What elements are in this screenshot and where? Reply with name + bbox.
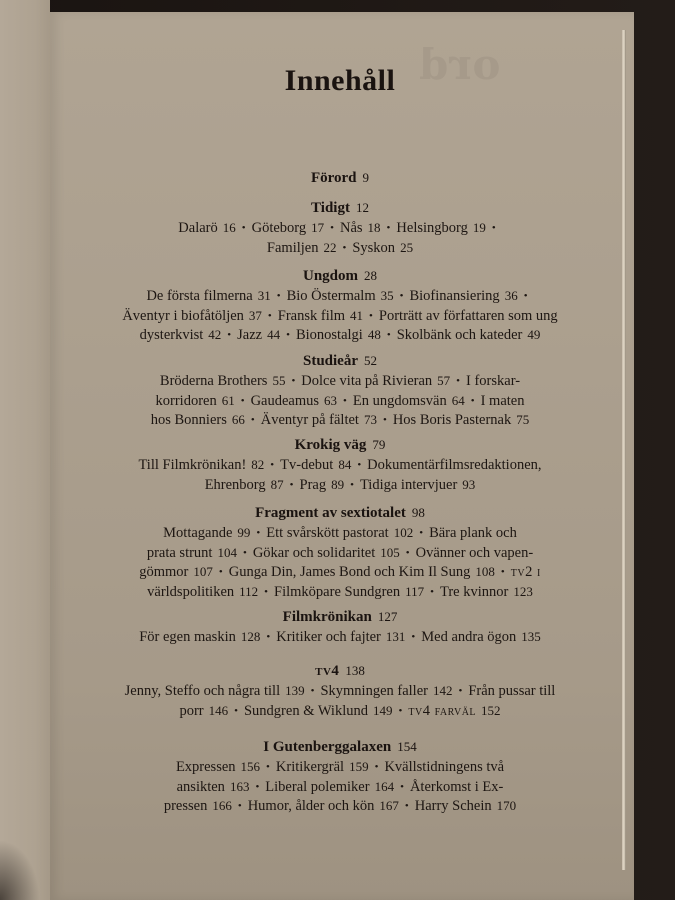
bullet-separator: •: [267, 309, 272, 322]
entry-line: [110, 524, 570, 544]
entry-title: En ungdomsvän: [352, 392, 447, 409]
entry-title: Gökar och solidaritet: [252, 544, 376, 561]
entry-title: Prag: [299, 476, 327, 493]
toc-entry: [340, 220, 381, 236]
entry-page-number: 66: [231, 412, 245, 427]
entry-page-number: 63: [324, 392, 338, 408]
section-page-number: 9: [362, 170, 370, 185]
entry-page-number: 44: [267, 327, 281, 342]
entry-page-number: 164: [374, 778, 395, 794]
bullet-separator: •: [411, 631, 416, 643]
entry-line: [110, 287, 570, 307]
entry-title: pressen: [163, 798, 208, 814]
toc-entry: [125, 683, 305, 699]
section-heading: [110, 198, 570, 218]
toc-entry: [237, 327, 280, 343]
entry-page-number: 48: [367, 327, 381, 342]
toc-entry: [140, 327, 222, 343]
section-entries: [110, 456, 570, 495]
entry-page-number: 99: [237, 525, 251, 540]
entry-title: Göteborg: [251, 220, 307, 236]
section-title: Tidigt: [311, 200, 350, 216]
entry-page-number: 82: [251, 457, 265, 472]
entry-page-number: 25: [400, 239, 414, 255]
toc-entry: [147, 584, 258, 600]
toc-entry: [410, 779, 503, 795]
entry-title: Kvällstidningens två: [384, 759, 505, 775]
bullet-separator: •: [386, 329, 391, 341]
toc-entry: [178, 220, 235, 236]
entry-title: Porträtt av författaren som ung: [378, 307, 558, 324]
entry-line: [110, 392, 570, 412]
entry-page-number: 61: [221, 392, 235, 408]
toc-entry: [415, 798, 516, 814]
toc-section: [110, 503, 570, 602]
entry-page-number: 139: [285, 683, 305, 698]
entry-title: Ett svårskött pastorat: [266, 525, 389, 541]
bleed-through-text: ord: [418, 40, 501, 89]
bullet-separator: •: [491, 222, 496, 234]
entry-page-number: 73: [363, 412, 377, 427]
bullet-separator: •: [270, 459, 275, 471]
entry-line: [110, 326, 570, 346]
section-page-number: 98: [411, 505, 425, 520]
section-entries: [110, 682, 570, 721]
entry-title: Fransk film: [277, 307, 346, 324]
entry-title: världspolitiken: [147, 583, 235, 600]
toc-entry: [296, 327, 381, 343]
entry-page-number: 49: [527, 327, 541, 342]
entry-title: tv2 i: [510, 564, 541, 580]
entry-title: Ovänner och vapen-: [415, 544, 534, 561]
entry-page-number: 159: [349, 759, 369, 774]
section-title: Studieår: [302, 353, 358, 369]
entry-page-number: 18: [367, 220, 381, 235]
bullet-separator: •: [218, 566, 223, 578]
entry-title: Återkomst i Ex-: [409, 778, 504, 795]
entry-title: Harry Schein: [414, 798, 492, 814]
entry-page-number: 16: [222, 220, 236, 235]
toc-section: [110, 435, 570, 495]
bullet-separator: •: [234, 704, 238, 717]
toc-entry: [253, 545, 400, 561]
entry-title: Från pussar till: [468, 683, 556, 699]
entry-page-number: 131: [385, 629, 406, 644]
section-title: Filmkrönikan: [282, 609, 372, 625]
entry-line: [110, 682, 570, 702]
entry-line: [110, 583, 570, 603]
page-title: Innehåll: [284, 64, 396, 97]
section-heading: [110, 503, 570, 523]
bullet-separator: •: [350, 478, 354, 491]
bullet-separator: •: [330, 222, 334, 234]
toc-entry: [280, 457, 351, 473]
entry-title: dysterkvist: [139, 327, 204, 343]
entry-title: Mottagande: [163, 525, 233, 541]
bullet-separator: •: [310, 685, 315, 697]
entry-title: Humor, ålder och kön: [247, 798, 375, 814]
entry-title: korridoren: [155, 392, 217, 409]
bullet-separator: •: [500, 566, 505, 578]
toc-section: [110, 607, 570, 648]
toc-entry: [287, 288, 394, 304]
entry-page-number: 156: [240, 759, 261, 774]
entry-page-number: 142: [432, 683, 453, 698]
section-title: Förord: [310, 170, 357, 186]
entry-line: [110, 797, 570, 817]
bullet-separator: •: [369, 309, 373, 322]
section-page-number: 154: [397, 739, 417, 754]
bullet-separator: •: [386, 222, 391, 234]
bullet-separator: •: [241, 222, 246, 234]
entry-title: Filmköpare Sundgren: [274, 583, 401, 600]
toc-section: [110, 266, 570, 346]
bullet-separator: •: [266, 631, 271, 643]
entry-title: Bröderna Brothers: [159, 373, 268, 389]
entry-page-number: 22: [323, 239, 337, 255]
entry-title: De första filmerna: [146, 288, 253, 304]
section-title: Ungdom: [302, 268, 358, 284]
entry-title: Tv-debut: [280, 457, 334, 473]
bullet-separator: •: [255, 780, 260, 793]
page-edge-highlight: [622, 30, 626, 870]
corner-shadow: [0, 840, 40, 900]
entry-title: Jenny, Steffo och några till: [124, 683, 281, 699]
toc-entry: [276, 759, 369, 775]
toc-entry: [511, 564, 541, 580]
entry-page-number: 167: [379, 798, 399, 813]
section-heading: [110, 435, 570, 455]
section-heading: [110, 737, 570, 757]
toc-entry: [248, 798, 399, 814]
section-entries: [110, 758, 570, 817]
entry-title: Liberal polemiker: [265, 778, 370, 795]
toc-entry: [421, 629, 541, 645]
toc-entry: [320, 683, 452, 699]
entry-line: [110, 239, 570, 259]
bullet-separator: •: [343, 394, 347, 407]
entry-title: Till Filmkrönikan!: [138, 457, 247, 473]
entry-line: [110, 476, 570, 496]
toc-entry: [409, 288, 517, 304]
section-entries: [110, 524, 570, 602]
entry-title: Dokumentärfilmsredaktionen,: [367, 457, 542, 473]
toc-entry: [274, 584, 424, 600]
entry-line: [110, 307, 570, 327]
entry-page-number: 84: [338, 457, 352, 472]
toc-entry: [367, 457, 541, 473]
bullet-separator: •: [405, 546, 410, 559]
bullet-separator: •: [237, 800, 242, 812]
facing-page-edge: [0, 0, 50, 900]
entry-title: Bio Östermalm: [286, 288, 376, 304]
entry-title: Biofinansiering: [409, 288, 500, 304]
entry-title: Hos Boris Pasternak: [392, 412, 512, 428]
entry-title: hos Bonniers: [150, 412, 227, 428]
entry-title: För egen maskin: [139, 629, 236, 645]
bullet-separator: •: [458, 685, 463, 697]
entry-title: Sundgren & Wiklund: [243, 702, 368, 719]
section-entries: [110, 628, 570, 648]
entry-title: I maten: [480, 392, 525, 409]
toc-entry: [468, 683, 555, 699]
toc-entry: [300, 477, 345, 493]
entry-page-number: 19: [472, 220, 486, 235]
entry-page-number: 36: [504, 288, 518, 303]
entry-title: Kritikergräl: [275, 759, 345, 775]
toc-entry: [146, 288, 270, 304]
toc-entry: [278, 308, 363, 324]
entry-page-number: 87: [270, 476, 284, 492]
toc-entry: [396, 220, 485, 236]
entry-page-number: 93: [462, 476, 476, 492]
toc-section: [110, 661, 570, 721]
entry-title: Skymningen faller: [320, 683, 428, 699]
entry-page-number: 37: [248, 307, 262, 323]
entry-page-number: 17: [311, 220, 325, 235]
toc-entry: [163, 525, 250, 541]
bullet-separator: •: [276, 290, 281, 302]
entry-page-number: 163: [229, 778, 250, 794]
toc-entry: [301, 373, 450, 389]
toc-entry: [408, 703, 500, 719]
toc-section: [110, 351, 570, 431]
toc-entry: [393, 412, 529, 428]
bullet-separator: •: [374, 761, 379, 773]
section-page-number: 12: [355, 200, 369, 215]
entry-page-number: 152: [481, 702, 501, 718]
toc-entry: [139, 629, 260, 645]
entry-title: Nås: [339, 220, 363, 236]
entry-page-number: 107: [193, 564, 213, 579]
entry-line: [110, 702, 570, 722]
entry-page-number: 123: [513, 583, 533, 599]
bullet-separator: •: [398, 704, 403, 717]
entry-title: Med andra ögon: [421, 629, 517, 645]
entry-title: Skolbänk och kateder: [396, 327, 523, 343]
section-heading: [110, 168, 570, 188]
bullet-separator: •: [400, 780, 404, 793]
toc-entry: [160, 373, 286, 389]
bullet-separator: •: [404, 800, 409, 812]
entry-title: Tre kvinnor: [439, 583, 509, 600]
toc-entry: [261, 412, 377, 428]
toc-entry: [266, 525, 413, 541]
bullet-separator: •: [430, 585, 434, 598]
entry-title: Bionostalgi: [295, 327, 363, 343]
section-page-number: 28: [364, 268, 377, 283]
section-title: Fragment av sextiotalet: [255, 505, 406, 521]
entry-page-number: 105: [380, 544, 400, 560]
toc-entry: [229, 564, 495, 580]
entry-page-number: 89: [331, 476, 345, 492]
entry-line: [110, 411, 570, 431]
entry-title: Dolce vita på Rivieran: [301, 373, 433, 389]
bullet-separator: •: [242, 546, 247, 559]
section-title: Krokig väg: [294, 437, 367, 453]
entry-title: Ehrenborg: [204, 476, 266, 493]
toc-section: [110, 198, 570, 258]
entry-line: [110, 778, 570, 798]
toc-entry: [179, 703, 228, 719]
toc-entry: [251, 393, 337, 409]
toc-entry: [440, 584, 533, 600]
toc-entry: [147, 545, 237, 561]
toc-entry: [244, 703, 393, 719]
entry-page-number: 64: [451, 392, 465, 408]
entry-line: [110, 758, 570, 778]
entry-page-number: 170: [496, 798, 517, 813]
entry-title: Syskon: [352, 239, 396, 256]
section-heading: [110, 607, 570, 627]
entry-title: Gaudeamus: [250, 392, 320, 409]
toc-entry: [481, 393, 525, 409]
entry-line: [110, 372, 570, 392]
bullet-separator: •: [470, 394, 475, 407]
toc-entry: [151, 412, 245, 428]
entry-title: porr: [179, 702, 204, 719]
entry-title: tv4 farväl: [408, 702, 477, 719]
entry-page-number: 149: [373, 702, 393, 718]
bullet-separator: •: [289, 478, 294, 491]
entry-title: I forskar-: [466, 373, 521, 389]
toc-entry: [156, 393, 235, 409]
entry-title: Gunga Din, James Bond och Kim Il Sung: [228, 564, 471, 580]
entry-page-number: 166: [212, 798, 232, 813]
toc-entry: [265, 779, 394, 795]
entry-page-number: 108: [475, 564, 495, 579]
section-page-number: 127: [377, 609, 398, 624]
bullet-separator: •: [291, 375, 296, 387]
bullet-separator: •: [256, 527, 261, 539]
section-title: I Gutenberggalaxen: [263, 739, 392, 755]
entry-title: Äventyr i biofåtöljen: [122, 307, 244, 324]
entry-page-number: 112: [239, 583, 259, 599]
section-page-number: 52: [364, 353, 377, 368]
section-entries: [110, 372, 570, 431]
entry-line: [110, 628, 570, 648]
entry-title: Äventyr på fältet: [260, 412, 359, 428]
entry-title: ansikten: [176, 778, 225, 795]
toc-section: [110, 737, 570, 817]
toc-entry: [267, 240, 337, 256]
entry-title: Expressen: [175, 759, 236, 775]
bullet-separator: •: [399, 290, 404, 302]
entry-page-number: 41: [350, 307, 364, 323]
toc-entry: [205, 477, 284, 493]
entry-page-number: 42: [208, 327, 222, 342]
entry-page-number: 102: [393, 525, 414, 540]
entry-title: Jazz: [237, 327, 263, 343]
toc-entry: [138, 457, 264, 473]
entry-title: Familjen: [266, 239, 319, 256]
bullet-separator: •: [250, 414, 255, 426]
bullet-separator: •: [240, 394, 245, 407]
bullet-separator: •: [382, 414, 387, 426]
section-entries: [110, 219, 570, 258]
toc-entry: [360, 477, 475, 493]
entry-page-number: 75: [516, 412, 530, 427]
entry-line: [110, 544, 570, 564]
bullet-separator: •: [456, 375, 461, 387]
toc-entry: [252, 220, 325, 236]
section-title: tv4: [315, 663, 340, 679]
section-heading: [110, 266, 570, 286]
section-heading: [110, 661, 570, 681]
section-heading: [110, 351, 570, 371]
entry-page-number: 128: [240, 629, 261, 644]
entry-page-number: 117: [405, 583, 425, 599]
bullet-separator: •: [357, 459, 362, 471]
bullet-separator: •: [419, 527, 424, 539]
toc-entry: [164, 798, 232, 814]
entry-title: Kritiker och fajter: [276, 629, 381, 645]
toc-entry: [466, 373, 520, 389]
entry-page-number: 57: [437, 373, 451, 388]
bullet-separator: •: [264, 585, 269, 598]
entry-title: Helsingborg: [396, 220, 468, 236]
entry-page-number: 31: [257, 288, 271, 303]
bullet-separator: •: [342, 241, 347, 254]
entry-title: Bära plank och: [429, 525, 517, 541]
section-page-number: 138: [345, 663, 365, 678]
entry-page-number: 104: [217, 544, 237, 560]
toc-entry: [177, 779, 250, 795]
bullet-separator: •: [266, 761, 270, 773]
entry-line: [110, 219, 570, 239]
toc-entry: [176, 759, 260, 775]
bullet-separator: •: [286, 329, 290, 341]
toc-entry: [379, 308, 558, 324]
toc-entry: [276, 629, 405, 645]
entry-title: Tidiga intervjuer: [359, 476, 458, 493]
toc-entry: [353, 393, 465, 409]
entry-page-number: 146: [208, 702, 229, 718]
entry-title: prata strunt: [146, 544, 213, 561]
entry-page-number: 135: [521, 629, 541, 644]
toc-entry: [384, 759, 504, 775]
entry-line: [110, 563, 570, 583]
entry-page-number: 35: [380, 288, 394, 303]
toc-entry: [139, 564, 213, 580]
entry-title: Dalarö: [178, 220, 218, 236]
toc-entry: [122, 308, 262, 324]
entry-page-number: 55: [272, 373, 286, 388]
entry-title: gömmor: [139, 564, 189, 580]
toc-section: [110, 168, 570, 188]
toc-entry: [397, 327, 541, 343]
bullet-separator: •: [523, 290, 528, 302]
toc-entry: [352, 240, 413, 256]
bullet-separator: •: [227, 329, 232, 341]
toc-entry: [416, 545, 534, 561]
section-entries: [110, 287, 570, 346]
toc-entry: [429, 525, 517, 541]
entry-line: [110, 456, 570, 476]
section-page-number: 79: [372, 437, 386, 452]
